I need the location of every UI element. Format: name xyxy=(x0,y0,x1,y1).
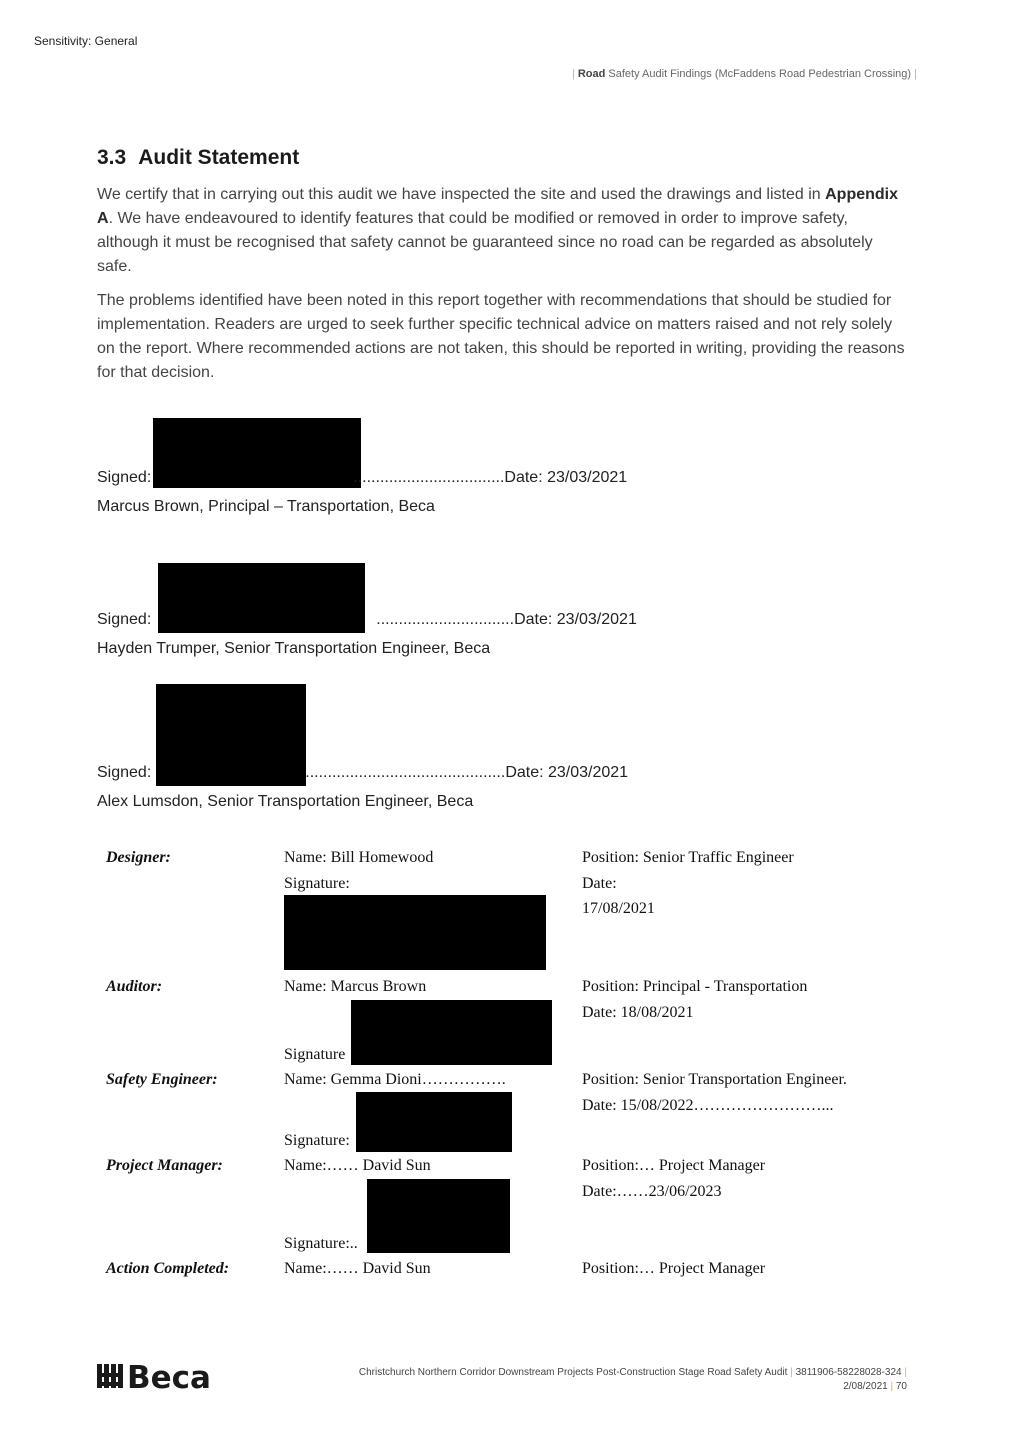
role-safety-engineer: Safety Engineer: xyxy=(106,1071,218,1088)
signature-line-1 xyxy=(97,469,627,487)
paragraph-certify-after: . We have endeavoured to identify features that could be modified or removed in order to improve safety, although it must be recognised that safety cannot be guaranteed since no road can be regarded as absolutely safe. xyxy=(97,210,873,275)
signed-label-2: Signed: xyxy=(97,611,152,628)
footer-separator-2: | xyxy=(904,1367,907,1378)
designer-position: Position: Senior Traffic Engineer xyxy=(582,849,794,866)
running-header-bold: Road xyxy=(577,68,606,80)
paragraph-problems: The problems identified have been noted in this report together with recommendations that should be studied for implementation. Readers are urged to seek further specific technical advice on matters raised and not rely solely on the report. Where recommended actions are not taken, this should be reported in writing, providing the reasons for that decision. xyxy=(97,292,905,381)
action-completed-name: Name:…… David Sun xyxy=(284,1260,431,1277)
footer-project: Christchurch Northern Corridor Downstream Projects Post-Construction Stage Road Safety Audit xyxy=(358,1367,788,1378)
designer-date-value: 17/08/2021 xyxy=(582,900,655,917)
role-auditor: Auditor: xyxy=(106,978,163,995)
footer-separator-1: | xyxy=(790,1367,793,1378)
signature-dots-2: ............................... xyxy=(376,611,515,628)
signed-label-3: Signed: xyxy=(97,764,152,781)
beca-logo xyxy=(97,1360,229,1397)
designer-date-label: Date: xyxy=(582,875,617,892)
signature-dots-1: .................................. xyxy=(353,469,505,486)
signature-date-2: Date: 23/03/2021 xyxy=(514,611,637,628)
redacted-designer-signature xyxy=(284,895,546,970)
running-header xyxy=(572,68,917,80)
safety-engineer-date: Date: 15/08/2022……………………... xyxy=(582,1097,834,1114)
footer-page-number: 70 xyxy=(895,1381,907,1392)
role-designer: Designer: xyxy=(106,849,171,866)
paragraph-certify-before: We certify that in carrying out this audit we have inspected the site and used the drawings and listed in xyxy=(97,186,826,203)
footer-info xyxy=(359,1366,907,1394)
safety-engineer-name: Name: Gemma Dioni……………. xyxy=(284,1071,506,1088)
project-manager-date: Date:……23/06/2023 xyxy=(582,1183,722,1200)
signed-label-1: Signed: xyxy=(97,469,152,486)
redacted-safety-engineer-signature xyxy=(356,1092,512,1152)
role-project-manager xyxy=(106,1157,223,1175)
project-manager-position: Position:… Project Manager xyxy=(582,1157,766,1174)
safety-engineer-signature-label: Signature: xyxy=(284,1132,350,1149)
redacted-project-manager-signature xyxy=(367,1179,510,1253)
section-title: Audit Statement xyxy=(138,146,300,169)
running-header-text: Safety Audit Findings (McFaddens Road Pedestrian Crossing) xyxy=(608,68,912,80)
section-number: 3.3 xyxy=(97,146,127,169)
signatory-name-1: Marcus Brown, Principal – Transportation, Beca xyxy=(97,498,435,515)
beca-logo-mark-icon xyxy=(97,1360,229,1392)
paragraph-certify xyxy=(97,183,907,279)
signatory-name-3: Alex Lumsdon, Senior Transportation Engineer, Beca xyxy=(97,793,474,810)
role-project-manager-text: Project Manager xyxy=(106,1157,218,1174)
role-project-manager-colon: : xyxy=(217,1157,223,1174)
signature-line-3 xyxy=(97,764,628,782)
designer-name: Name: Bill Homewood xyxy=(284,849,434,866)
designer-signature-label: Signature: xyxy=(284,875,350,892)
appendix-reference: Appendix A xyxy=(97,186,899,227)
footer-line-1 xyxy=(359,1366,907,1380)
auditor-position: Position: Principal - Transportation xyxy=(582,978,808,995)
footer-reference: 3811906-58228028-324 xyxy=(795,1367,902,1378)
section-heading xyxy=(97,146,299,170)
auditor-name: Name: Marcus Brown xyxy=(284,978,427,995)
footer-line-2 xyxy=(359,1380,907,1394)
header-separator-right: | xyxy=(914,68,917,80)
footer-date: 2/08/2021 xyxy=(843,1381,888,1392)
role-action-completed: Action Completed: xyxy=(106,1260,230,1277)
sensitivity-label: Sensitivity: General xyxy=(34,34,138,48)
auditor-date: Date: 18/08/2021 xyxy=(582,1004,694,1021)
project-manager-signature-label: Signature:.. xyxy=(284,1235,358,1252)
signature-dots-3: ............................................. xyxy=(305,764,506,781)
redacted-auditor-signature xyxy=(351,1000,552,1065)
signature-date-1: Date: 23/03/2021 xyxy=(504,469,628,486)
header-separator-left: | xyxy=(571,68,575,80)
footer-separator-3: | xyxy=(890,1381,894,1392)
auditor-signature-label: Signature xyxy=(284,1046,346,1063)
logo-wordmark: Beca xyxy=(127,1360,211,1392)
project-manager-name: Name:…… David Sun xyxy=(284,1157,431,1174)
action-completed-position: Position:… Project Manager xyxy=(582,1260,766,1277)
signature-date-3: Date: 23/03/2021 xyxy=(505,764,629,781)
signature-line-2 xyxy=(97,611,637,629)
signatory-name-2: Hayden Trumper, Senior Transportation Engineer, Beca xyxy=(97,640,491,657)
safety-engineer-position: Position: Senior Transportation Engineer. xyxy=(582,1071,847,1088)
